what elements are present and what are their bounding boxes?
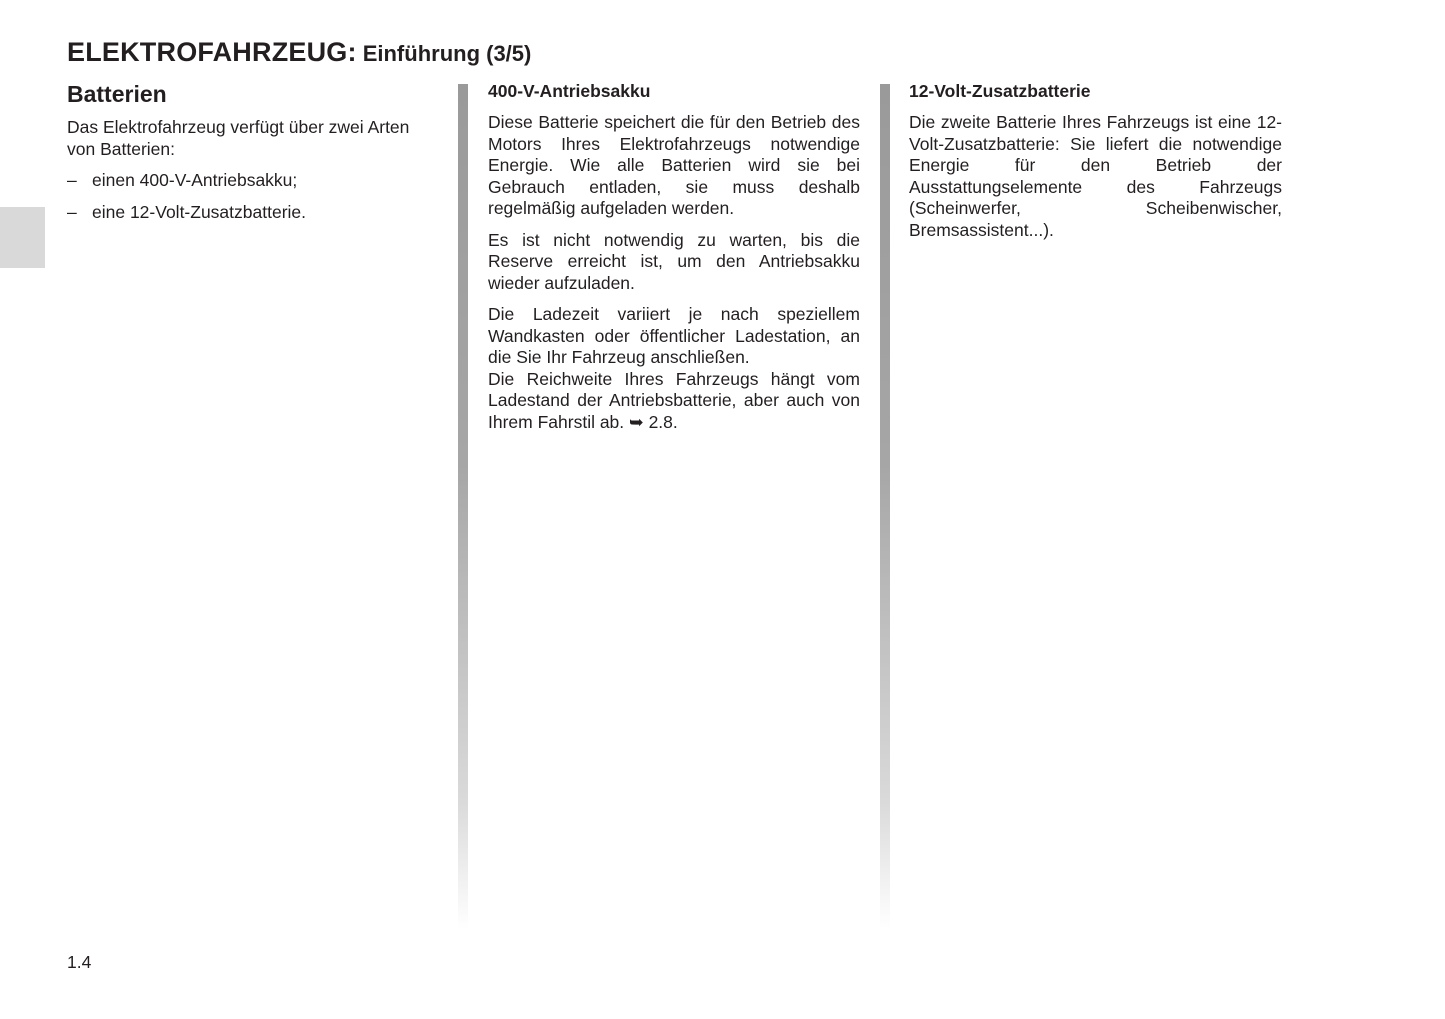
list-item-text: eine 12-Volt-Zusatzbatterie. [92, 201, 307, 222]
list-dash: – [67, 170, 77, 190]
chapter-tab-marker [0, 207, 45, 268]
page-title-sub: Einführung (3/5) [362, 41, 532, 66]
auxiliary-battery-paragraph: Die zweite Batterie Ihres Fahrzeugs ist eine 12-Volt-Zusatzbatterie: Sie liefert die notwendige Energie für den Betrieb der Ausstattungselemente des Fahrzeugs (Scheinwerfer, Scheibenwischer, Bremsassistent...). [909, 112, 1282, 240]
traction-battery-paragraph: Es ist nicht notwendig zu warten, bis die Reserve erreicht ist, um den Antriebsakku wieder aufzuladen. [488, 229, 860, 293]
column-divider [458, 84, 468, 929]
column-auxiliary-battery [909, 80, 1282, 251]
sub-heading-traction-battery: 400-V-Antriebsakku [488, 81, 651, 101]
list-item-text: einen 400-V-Antriebsakku; [92, 170, 298, 190]
column-traction-battery [488, 80, 860, 443]
reference-arrow-icon: ➥ [629, 411, 644, 432]
list-item [67, 202, 442, 224]
column-batteries [67, 80, 442, 233]
reference-page-link[interactable]: 2.8. [648, 411, 678, 432]
section-heading-batteries: Batterien [67, 81, 167, 107]
list-dash: – [67, 201, 77, 222]
range-text: Die Reichweite Ihres Fahrzeugs hängt vom Ladestand der Antriebsbatterie, aber auch von Ihrem Fahrstil ab. [488, 368, 860, 432]
sub-heading-auxiliary-battery: 12-Volt-Zusatzbatterie [909, 81, 1091, 101]
page-title [67, 32, 531, 69]
battery-list [67, 170, 442, 223]
traction-battery-paragraph: Diese Batterie speichert die für den Betrieb des Motors Ihres Elektrofahrzeugs notwendige Energie. Wie alle Batterien wird sie bei Gebrauch entladen, sie muss deshalb regelmäßig aufgeladen werden. [488, 112, 860, 218]
list-item [67, 170, 442, 192]
column-divider [880, 84, 890, 929]
traction-battery-paragraph: Die Ladezeit variiert je nach speziellem Wandkasten oder öffentlicher Ladestation, an die Sie Ihr Fahrzeug anschließen. [488, 304, 860, 367]
page-title-main: ELEKTROFAHRZEUG: [67, 37, 357, 67]
batteries-intro: Das Elektrofahrzeug verfügt über zwei Arten von Batterien: [67, 117, 410, 159]
page-number: 1.4 [67, 952, 92, 972]
traction-battery-paragraph [488, 369, 860, 434]
